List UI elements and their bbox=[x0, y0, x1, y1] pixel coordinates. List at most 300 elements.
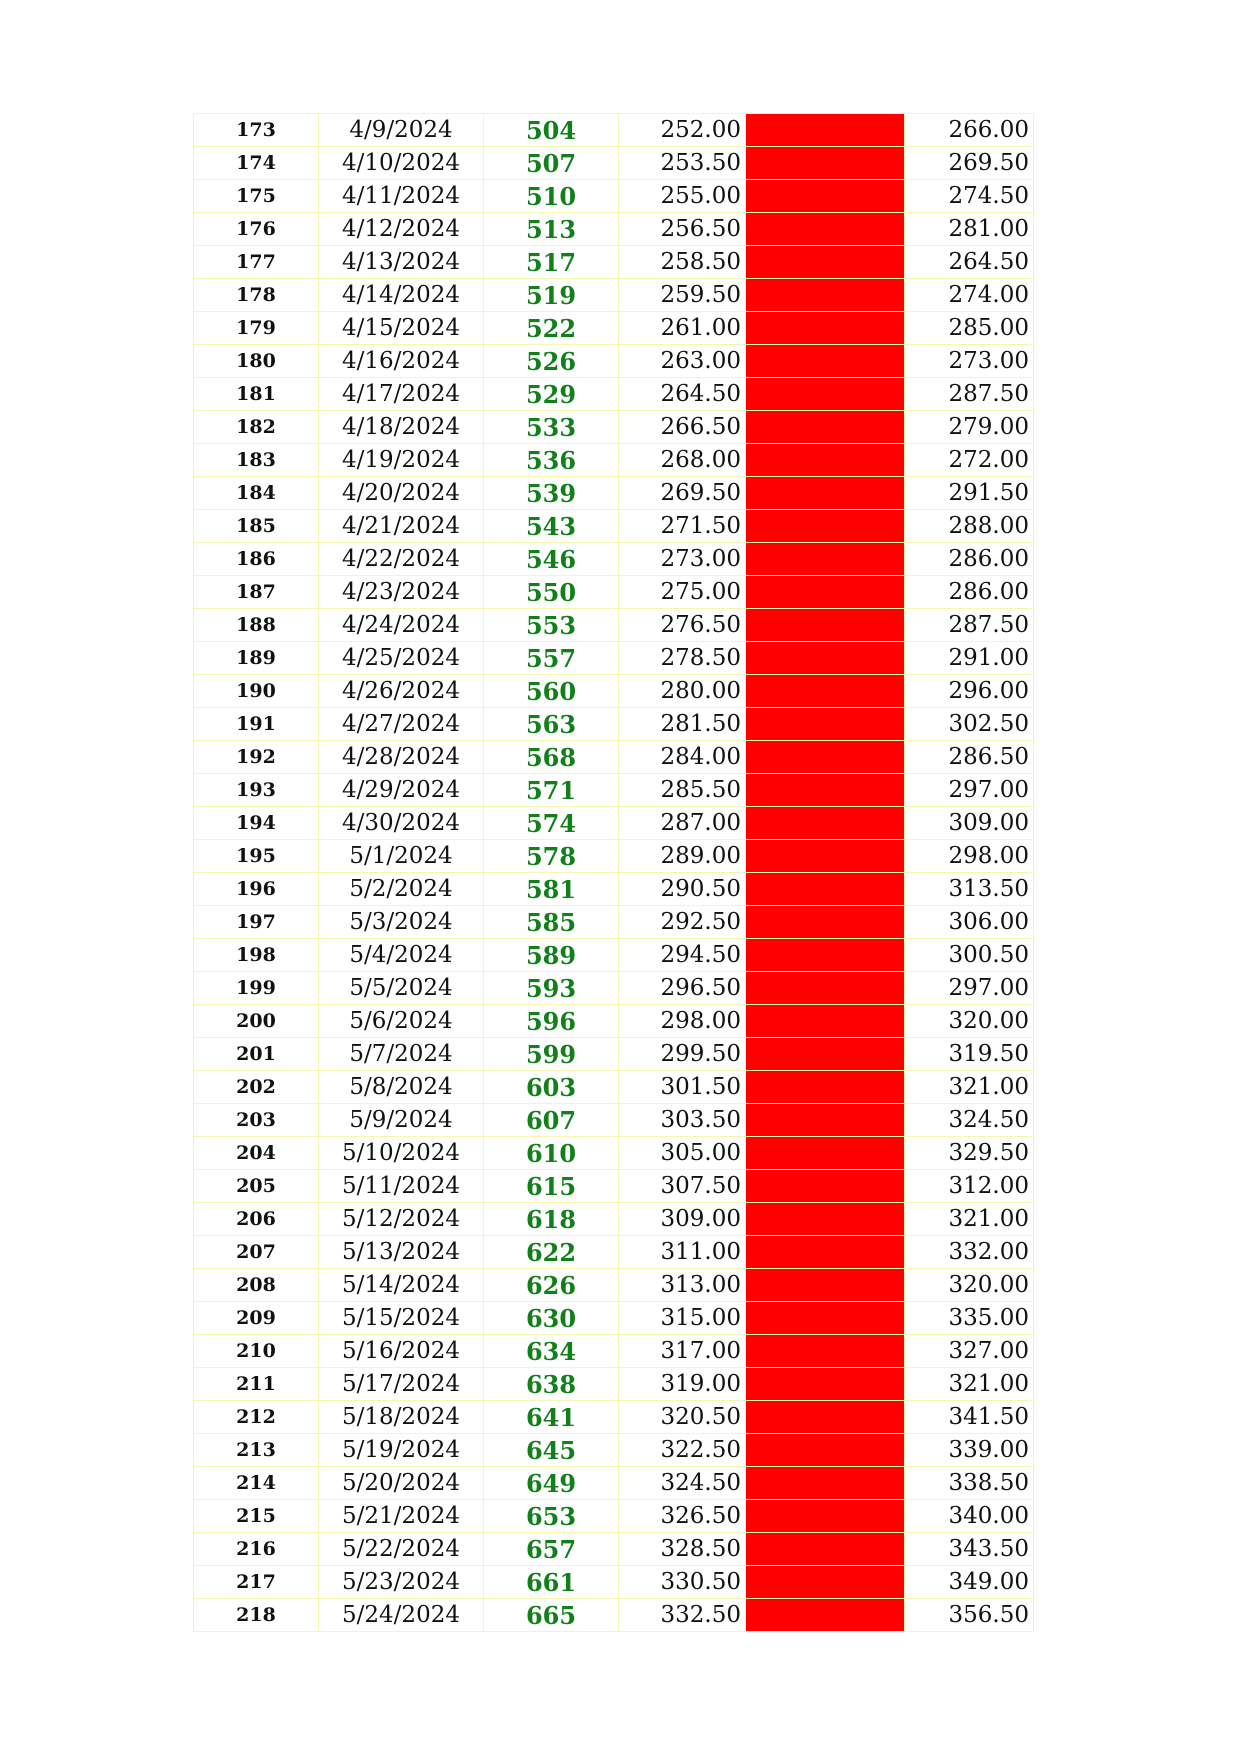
value-cell: 290.50 bbox=[619, 873, 746, 906]
total-cell: 291.50 bbox=[905, 477, 1034, 510]
table-row bbox=[194, 213, 1034, 246]
total-cell: 274.50 bbox=[905, 180, 1034, 213]
table-row bbox=[194, 741, 1034, 774]
highlight-cell bbox=[746, 411, 905, 444]
date-cell: 4/13/2024 bbox=[319, 246, 484, 279]
total-cell: 281.00 bbox=[905, 213, 1034, 246]
total-cell: 340.00 bbox=[905, 1500, 1034, 1533]
row-index-cell: 182 bbox=[194, 411, 319, 444]
table-row bbox=[194, 873, 1034, 906]
value-cell: 317.00 bbox=[619, 1335, 746, 1368]
highlight-cell bbox=[746, 1566, 905, 1599]
value-cell: 259.50 bbox=[619, 279, 746, 312]
highlight-cell bbox=[746, 840, 905, 873]
date-cell: 5/22/2024 bbox=[319, 1533, 484, 1566]
value-cell: 330.50 bbox=[619, 1566, 746, 1599]
count-cell: 585 bbox=[484, 906, 619, 939]
date-cell: 4/12/2024 bbox=[319, 213, 484, 246]
table-row bbox=[194, 708, 1034, 741]
count-cell: 634 bbox=[484, 1335, 619, 1368]
row-index-cell: 194 bbox=[194, 807, 319, 840]
table-row bbox=[194, 1335, 1034, 1368]
highlight-cell bbox=[746, 1335, 905, 1368]
total-cell: 285.00 bbox=[905, 312, 1034, 345]
date-cell: 4/28/2024 bbox=[319, 741, 484, 774]
table-row bbox=[194, 1071, 1034, 1104]
value-cell: 305.00 bbox=[619, 1137, 746, 1170]
table-row bbox=[194, 345, 1034, 378]
value-cell: 332.50 bbox=[619, 1599, 746, 1632]
date-cell: 5/19/2024 bbox=[319, 1434, 484, 1467]
table-row bbox=[194, 510, 1034, 543]
date-cell: 4/23/2024 bbox=[319, 576, 484, 609]
total-cell: 266.00 bbox=[905, 114, 1034, 147]
count-cell: 550 bbox=[484, 576, 619, 609]
value-cell: 320.50 bbox=[619, 1401, 746, 1434]
value-cell: 301.50 bbox=[619, 1071, 746, 1104]
row-index-cell: 214 bbox=[194, 1467, 319, 1500]
highlight-cell bbox=[746, 576, 905, 609]
date-cell: 5/13/2024 bbox=[319, 1236, 484, 1269]
value-cell: 275.00 bbox=[619, 576, 746, 609]
table-row bbox=[194, 1533, 1034, 1566]
date-cell: 4/21/2024 bbox=[319, 510, 484, 543]
table-row bbox=[194, 807, 1034, 840]
date-cell: 5/3/2024 bbox=[319, 906, 484, 939]
table-row bbox=[194, 939, 1034, 972]
value-cell: 276.50 bbox=[619, 609, 746, 642]
total-cell: 264.50 bbox=[905, 246, 1034, 279]
table-row bbox=[194, 1170, 1034, 1203]
table-row bbox=[194, 1137, 1034, 1170]
count-cell: 641 bbox=[484, 1401, 619, 1434]
highlight-cell bbox=[746, 444, 905, 477]
count-cell: 607 bbox=[484, 1104, 619, 1137]
date-cell: 4/30/2024 bbox=[319, 807, 484, 840]
highlight-cell bbox=[746, 345, 905, 378]
row-index-cell: 208 bbox=[194, 1269, 319, 1302]
row-index-cell: 216 bbox=[194, 1533, 319, 1566]
date-cell: 5/18/2024 bbox=[319, 1401, 484, 1434]
value-cell: 256.50 bbox=[619, 213, 746, 246]
row-index-cell: 215 bbox=[194, 1500, 319, 1533]
date-cell: 5/12/2024 bbox=[319, 1203, 484, 1236]
count-cell: 618 bbox=[484, 1203, 619, 1236]
date-cell: 4/14/2024 bbox=[319, 279, 484, 312]
table-row bbox=[194, 972, 1034, 1005]
value-cell: 268.00 bbox=[619, 444, 746, 477]
date-cell: 5/1/2024 bbox=[319, 840, 484, 873]
row-index-cell: 197 bbox=[194, 906, 319, 939]
value-cell: 298.00 bbox=[619, 1005, 746, 1038]
table-row bbox=[194, 1005, 1034, 1038]
date-cell: 5/16/2024 bbox=[319, 1335, 484, 1368]
table-row bbox=[194, 279, 1034, 312]
row-index-cell: 195 bbox=[194, 840, 319, 873]
highlight-cell bbox=[746, 1302, 905, 1335]
value-cell: 289.00 bbox=[619, 840, 746, 873]
total-cell: 312.00 bbox=[905, 1170, 1034, 1203]
row-index-cell: 180 bbox=[194, 345, 319, 378]
total-cell: 329.50 bbox=[905, 1137, 1034, 1170]
row-index-cell: 187 bbox=[194, 576, 319, 609]
date-cell: 4/25/2024 bbox=[319, 642, 484, 675]
date-cell: 5/5/2024 bbox=[319, 972, 484, 1005]
table-row bbox=[194, 1236, 1034, 1269]
date-cell: 4/22/2024 bbox=[319, 543, 484, 576]
value-cell: 284.00 bbox=[619, 741, 746, 774]
date-cell: 5/14/2024 bbox=[319, 1269, 484, 1302]
total-cell: 321.00 bbox=[905, 1368, 1034, 1401]
highlight-cell bbox=[746, 642, 905, 675]
count-cell: 593 bbox=[484, 972, 619, 1005]
total-cell: 327.00 bbox=[905, 1335, 1034, 1368]
value-cell: 252.00 bbox=[619, 114, 746, 147]
value-cell: 287.00 bbox=[619, 807, 746, 840]
total-cell: 286.00 bbox=[905, 576, 1034, 609]
value-cell: 315.00 bbox=[619, 1302, 746, 1335]
row-index-cell: 178 bbox=[194, 279, 319, 312]
date-cell: 5/17/2024 bbox=[319, 1368, 484, 1401]
value-cell: 271.50 bbox=[619, 510, 746, 543]
highlight-cell bbox=[746, 1434, 905, 1467]
value-cell: 322.50 bbox=[619, 1434, 746, 1467]
date-cell: 4/16/2024 bbox=[319, 345, 484, 378]
total-cell: 297.00 bbox=[905, 972, 1034, 1005]
total-cell: 302.50 bbox=[905, 708, 1034, 741]
table-row bbox=[194, 675, 1034, 708]
row-index-cell: 211 bbox=[194, 1368, 319, 1401]
row-index-cell: 218 bbox=[194, 1599, 319, 1632]
table-row bbox=[194, 1467, 1034, 1500]
highlight-cell bbox=[746, 510, 905, 543]
count-cell: 526 bbox=[484, 345, 619, 378]
table-row bbox=[194, 1401, 1034, 1434]
row-index-cell: 183 bbox=[194, 444, 319, 477]
total-cell: 287.50 bbox=[905, 609, 1034, 642]
highlight-cell bbox=[746, 378, 905, 411]
data-table bbox=[193, 113, 1034, 1632]
total-cell: 321.00 bbox=[905, 1071, 1034, 1104]
total-cell: 321.00 bbox=[905, 1203, 1034, 1236]
count-cell: 665 bbox=[484, 1599, 619, 1632]
date-cell: 4/26/2024 bbox=[319, 675, 484, 708]
table-row bbox=[194, 114, 1034, 147]
value-cell: 309.00 bbox=[619, 1203, 746, 1236]
date-cell: 4/18/2024 bbox=[319, 411, 484, 444]
total-cell: 286.50 bbox=[905, 741, 1034, 774]
date-cell: 4/27/2024 bbox=[319, 708, 484, 741]
count-cell: 622 bbox=[484, 1236, 619, 1269]
value-cell: 266.50 bbox=[619, 411, 746, 444]
row-index-cell: 174 bbox=[194, 147, 319, 180]
row-index-cell: 199 bbox=[194, 972, 319, 1005]
highlight-cell bbox=[746, 1500, 905, 1533]
row-index-cell: 200 bbox=[194, 1005, 319, 1038]
count-cell: 626 bbox=[484, 1269, 619, 1302]
value-cell: 311.00 bbox=[619, 1236, 746, 1269]
value-cell: 299.50 bbox=[619, 1038, 746, 1071]
date-cell: 4/24/2024 bbox=[319, 609, 484, 642]
value-cell: 285.50 bbox=[619, 774, 746, 807]
count-cell: 568 bbox=[484, 741, 619, 774]
count-cell: 553 bbox=[484, 609, 619, 642]
total-cell: 356.50 bbox=[905, 1599, 1034, 1632]
count-cell: 653 bbox=[484, 1500, 619, 1533]
total-cell: 298.00 bbox=[905, 840, 1034, 873]
count-cell: 557 bbox=[484, 642, 619, 675]
highlight-cell bbox=[746, 1599, 905, 1632]
date-cell: 5/10/2024 bbox=[319, 1137, 484, 1170]
highlight-cell bbox=[746, 114, 905, 147]
row-index-cell: 188 bbox=[194, 609, 319, 642]
date-cell: 5/9/2024 bbox=[319, 1104, 484, 1137]
date-cell: 4/15/2024 bbox=[319, 312, 484, 345]
total-cell: 324.50 bbox=[905, 1104, 1034, 1137]
count-cell: 581 bbox=[484, 873, 619, 906]
value-cell: 255.00 bbox=[619, 180, 746, 213]
date-cell: 4/29/2024 bbox=[319, 774, 484, 807]
table-row bbox=[194, 1566, 1034, 1599]
date-cell: 5/4/2024 bbox=[319, 939, 484, 972]
row-index-cell: 201 bbox=[194, 1038, 319, 1071]
highlight-cell bbox=[746, 1104, 905, 1137]
row-index-cell: 212 bbox=[194, 1401, 319, 1434]
row-index-cell: 192 bbox=[194, 741, 319, 774]
row-index-cell: 184 bbox=[194, 477, 319, 510]
value-cell: 296.50 bbox=[619, 972, 746, 1005]
total-cell: 332.00 bbox=[905, 1236, 1034, 1269]
table-row bbox=[194, 1104, 1034, 1137]
total-cell: 349.00 bbox=[905, 1566, 1034, 1599]
total-cell: 338.50 bbox=[905, 1467, 1034, 1500]
total-cell: 306.00 bbox=[905, 906, 1034, 939]
highlight-cell bbox=[746, 1401, 905, 1434]
count-cell: 630 bbox=[484, 1302, 619, 1335]
row-index-cell: 177 bbox=[194, 246, 319, 279]
count-cell: 603 bbox=[484, 1071, 619, 1104]
highlight-cell bbox=[746, 741, 905, 774]
table-row bbox=[194, 378, 1034, 411]
value-cell: 253.50 bbox=[619, 147, 746, 180]
highlight-cell bbox=[746, 708, 905, 741]
count-cell: 529 bbox=[484, 378, 619, 411]
table-row bbox=[194, 543, 1034, 576]
count-cell: 519 bbox=[484, 279, 619, 312]
date-cell: 5/7/2024 bbox=[319, 1038, 484, 1071]
table-row bbox=[194, 1269, 1034, 1302]
count-cell: 610 bbox=[484, 1137, 619, 1170]
highlight-cell bbox=[746, 1368, 905, 1401]
table-row bbox=[194, 312, 1034, 345]
table-row bbox=[194, 147, 1034, 180]
count-cell: 615 bbox=[484, 1170, 619, 1203]
date-cell: 5/23/2024 bbox=[319, 1566, 484, 1599]
total-cell: 335.00 bbox=[905, 1302, 1034, 1335]
highlight-cell bbox=[746, 477, 905, 510]
date-cell: 5/20/2024 bbox=[319, 1467, 484, 1500]
date-cell: 5/2/2024 bbox=[319, 873, 484, 906]
date-cell: 5/6/2024 bbox=[319, 1005, 484, 1038]
table-row bbox=[194, 1203, 1034, 1236]
highlight-cell bbox=[746, 873, 905, 906]
total-cell: 313.50 bbox=[905, 873, 1034, 906]
count-cell: 589 bbox=[484, 939, 619, 972]
count-cell: 533 bbox=[484, 411, 619, 444]
row-index-cell: 196 bbox=[194, 873, 319, 906]
total-cell: 291.00 bbox=[905, 642, 1034, 675]
count-cell: 578 bbox=[484, 840, 619, 873]
table-row bbox=[194, 1500, 1034, 1533]
highlight-cell bbox=[746, 1203, 905, 1236]
row-index-cell: 179 bbox=[194, 312, 319, 345]
row-index-cell: 202 bbox=[194, 1071, 319, 1104]
table-row bbox=[194, 840, 1034, 873]
highlight-cell bbox=[746, 1467, 905, 1500]
highlight-cell bbox=[746, 972, 905, 1005]
highlight-cell bbox=[746, 147, 905, 180]
highlight-cell bbox=[746, 279, 905, 312]
total-cell: 297.00 bbox=[905, 774, 1034, 807]
highlight-cell bbox=[746, 543, 905, 576]
count-cell: 510 bbox=[484, 180, 619, 213]
count-cell: 574 bbox=[484, 807, 619, 840]
count-cell: 517 bbox=[484, 246, 619, 279]
highlight-cell bbox=[746, 1236, 905, 1269]
row-index-cell: 186 bbox=[194, 543, 319, 576]
value-cell: 269.50 bbox=[619, 477, 746, 510]
value-cell: 292.50 bbox=[619, 906, 746, 939]
table-row bbox=[194, 1302, 1034, 1335]
total-cell: 288.00 bbox=[905, 510, 1034, 543]
table-row bbox=[194, 246, 1034, 279]
count-cell: 657 bbox=[484, 1533, 619, 1566]
highlight-cell bbox=[746, 1137, 905, 1170]
highlight-cell bbox=[746, 1071, 905, 1104]
table-row bbox=[194, 906, 1034, 939]
total-cell: 287.50 bbox=[905, 378, 1034, 411]
row-index-cell: 198 bbox=[194, 939, 319, 972]
value-cell: 273.00 bbox=[619, 543, 746, 576]
value-cell: 303.50 bbox=[619, 1104, 746, 1137]
date-cell: 5/8/2024 bbox=[319, 1071, 484, 1104]
value-cell: 264.50 bbox=[619, 378, 746, 411]
count-cell: 539 bbox=[484, 477, 619, 510]
count-cell: 522 bbox=[484, 312, 619, 345]
count-cell: 536 bbox=[484, 444, 619, 477]
count-cell: 599 bbox=[484, 1038, 619, 1071]
value-cell: 294.50 bbox=[619, 939, 746, 972]
date-cell: 5/15/2024 bbox=[319, 1302, 484, 1335]
total-cell: 273.00 bbox=[905, 345, 1034, 378]
value-cell: 313.00 bbox=[619, 1269, 746, 1302]
value-cell: 324.50 bbox=[619, 1467, 746, 1500]
row-index-cell: 175 bbox=[194, 180, 319, 213]
table-row bbox=[194, 411, 1034, 444]
count-cell: 645 bbox=[484, 1434, 619, 1467]
row-index-cell: 206 bbox=[194, 1203, 319, 1236]
table-row bbox=[194, 444, 1034, 477]
total-cell: 343.50 bbox=[905, 1533, 1034, 1566]
date-cell: 4/20/2024 bbox=[319, 477, 484, 510]
total-cell: 320.00 bbox=[905, 1005, 1034, 1038]
count-cell: 560 bbox=[484, 675, 619, 708]
count-cell: 504 bbox=[484, 114, 619, 147]
count-cell: 543 bbox=[484, 510, 619, 543]
row-index-cell: 176 bbox=[194, 213, 319, 246]
highlight-cell bbox=[746, 774, 905, 807]
table-row bbox=[194, 1434, 1034, 1467]
total-cell: 272.00 bbox=[905, 444, 1034, 477]
value-cell: 319.00 bbox=[619, 1368, 746, 1401]
total-cell: 300.50 bbox=[905, 939, 1034, 972]
value-cell: 326.50 bbox=[619, 1500, 746, 1533]
highlight-cell bbox=[746, 180, 905, 213]
value-cell: 258.50 bbox=[619, 246, 746, 279]
highlight-cell bbox=[746, 1170, 905, 1203]
row-index-cell: 181 bbox=[194, 378, 319, 411]
highlight-cell bbox=[746, 1269, 905, 1302]
total-cell: 309.00 bbox=[905, 807, 1034, 840]
count-cell: 563 bbox=[484, 708, 619, 741]
row-index-cell: 213 bbox=[194, 1434, 319, 1467]
highlight-cell bbox=[746, 906, 905, 939]
value-cell: 280.00 bbox=[619, 675, 746, 708]
total-cell: 319.50 bbox=[905, 1038, 1034, 1071]
table-row bbox=[194, 180, 1034, 213]
total-cell: 320.00 bbox=[905, 1269, 1034, 1302]
row-index-cell: 193 bbox=[194, 774, 319, 807]
table-row bbox=[194, 1599, 1034, 1632]
highlight-cell bbox=[746, 1038, 905, 1071]
row-index-cell: 209 bbox=[194, 1302, 319, 1335]
value-cell: 278.50 bbox=[619, 642, 746, 675]
count-cell: 571 bbox=[484, 774, 619, 807]
highlight-cell bbox=[746, 1005, 905, 1038]
row-index-cell: 190 bbox=[194, 675, 319, 708]
value-cell: 307.50 bbox=[619, 1170, 746, 1203]
table-row bbox=[194, 609, 1034, 642]
date-cell: 4/19/2024 bbox=[319, 444, 484, 477]
count-cell: 507 bbox=[484, 147, 619, 180]
value-cell: 263.00 bbox=[619, 345, 746, 378]
highlight-cell bbox=[746, 675, 905, 708]
row-index-cell: 185 bbox=[194, 510, 319, 543]
table-body bbox=[194, 114, 1034, 1632]
row-index-cell: 217 bbox=[194, 1566, 319, 1599]
date-cell: 4/9/2024 bbox=[319, 114, 484, 147]
count-cell: 513 bbox=[484, 213, 619, 246]
row-index-cell: 204 bbox=[194, 1137, 319, 1170]
total-cell: 286.00 bbox=[905, 543, 1034, 576]
table-row bbox=[194, 477, 1034, 510]
row-index-cell: 189 bbox=[194, 642, 319, 675]
highlight-cell bbox=[746, 1533, 905, 1566]
count-cell: 649 bbox=[484, 1467, 619, 1500]
total-cell: 339.00 bbox=[905, 1434, 1034, 1467]
total-cell: 269.50 bbox=[905, 147, 1034, 180]
total-cell: 296.00 bbox=[905, 675, 1034, 708]
highlight-cell bbox=[746, 213, 905, 246]
value-cell: 328.50 bbox=[619, 1533, 746, 1566]
date-cell: 5/11/2024 bbox=[319, 1170, 484, 1203]
count-cell: 546 bbox=[484, 543, 619, 576]
table-row bbox=[194, 576, 1034, 609]
date-cell: 4/10/2024 bbox=[319, 147, 484, 180]
row-index-cell: 205 bbox=[194, 1170, 319, 1203]
highlight-cell bbox=[746, 609, 905, 642]
row-index-cell: 173 bbox=[194, 114, 319, 147]
